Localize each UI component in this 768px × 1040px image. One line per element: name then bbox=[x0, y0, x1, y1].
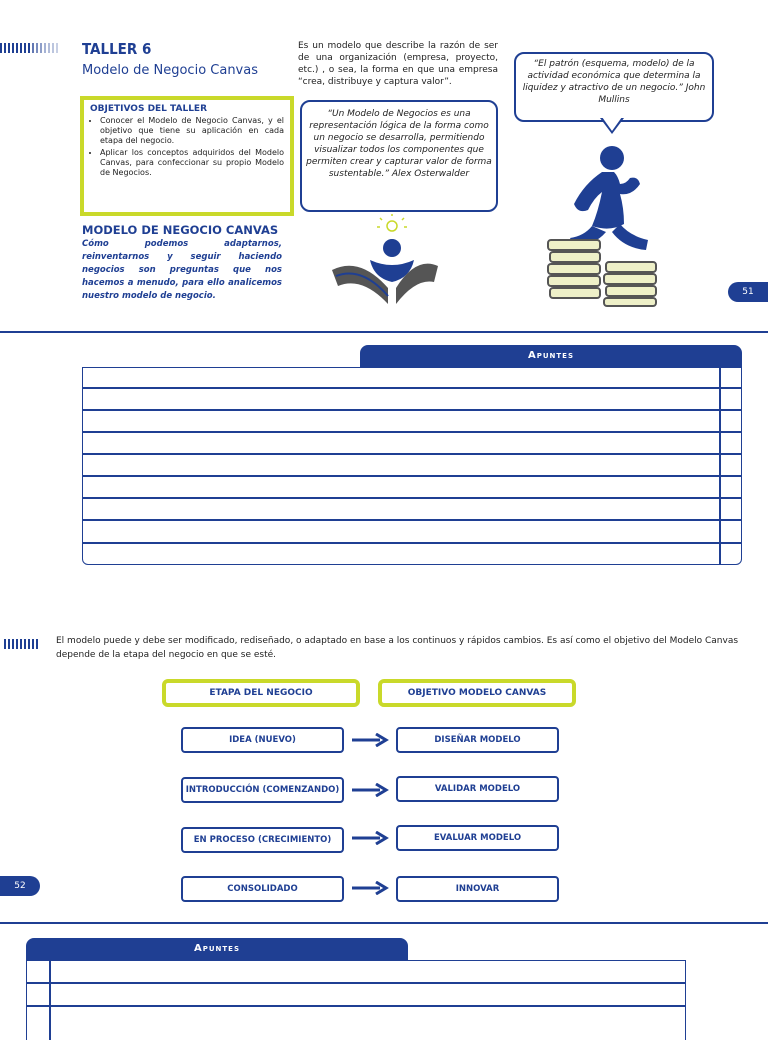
note-line bbox=[83, 387, 741, 389]
notes-area[interactable] bbox=[26, 960, 686, 1040]
definition-text: Es un modelo que describe la razón de ser de una organización (empresa, proyecto, etc.) , o sea, la forma en que una empresa “crea, distribuye y captura valor”. bbox=[298, 41, 498, 87]
right-arrow-icon bbox=[350, 881, 390, 895]
page-number: 51 bbox=[728, 282, 768, 302]
open-book-figure-icon bbox=[330, 214, 440, 314]
section-heading: MODELO DE NEGOCIO CANVAS bbox=[82, 223, 279, 237]
apuntes-tab: Apuntes bbox=[26, 938, 408, 960]
flow-stage-box: IDEA (NUEVO) bbox=[181, 727, 344, 753]
section-description: Cómo podemos adaptarnos, reinventarnos y seguir haciendo negocios son preguntas que nos hacemos a menudo, para ello analicemos nuestro modelo de negocio. bbox=[82, 239, 282, 301]
speech-bubble-tail-inner bbox=[602, 117, 622, 131]
notes-area[interactable] bbox=[82, 367, 742, 565]
quote-mullins: “El patrón (esquema, modelo) de la actividad económica que determina la liquidez y atractivo de un negocio.” John Mullins bbox=[514, 52, 714, 122]
flow-objective-box: INNOVAR bbox=[396, 876, 559, 902]
flow-objective-box: VALIDAR MODELO bbox=[396, 776, 559, 802]
flow-stage-box: EN PROCESO (CRECIMIENTO) bbox=[181, 827, 344, 853]
person-on-books-icon bbox=[544, 140, 660, 308]
barcode-stripes-icon bbox=[0, 43, 58, 53]
apuntes-tab: Apuntes bbox=[360, 345, 742, 367]
page-number: 52 bbox=[0, 876, 40, 896]
note-line bbox=[83, 497, 741, 499]
flow-stage-box: CONSOLIDADO bbox=[181, 876, 344, 902]
right-arrow-icon bbox=[350, 831, 390, 845]
flow-header-stage: ETAPA DEL NEGOCIO bbox=[162, 679, 360, 707]
barcode-stripes-icon bbox=[4, 639, 38, 649]
note-margin-line bbox=[719, 368, 721, 564]
body-paragraph: El modelo puede y debe ser modificado, rediseñado, o adaptado en base a los continuos y rápidos cambios. Es así como el objetivo del Modelo Canvas depende de la etapa del negocio en que se esté. bbox=[56, 636, 739, 660]
objectives-box bbox=[80, 96, 294, 216]
note-line bbox=[27, 1005, 685, 1007]
note-line bbox=[83, 519, 741, 521]
note-line bbox=[83, 431, 741, 433]
lightbulb-idea-icon bbox=[377, 214, 407, 231]
note-line bbox=[83, 453, 741, 455]
flow-stage-box: INTRODUCCIÓN (COMENZANDO) bbox=[181, 777, 344, 803]
right-arrow-icon bbox=[350, 783, 390, 797]
quote-osterwalder: “Un Modelo de Negocios es una representación lógica de la forma como un negocio se desarrolla, permitiendo visualizar todos los componentes que permiten crear y capturar valor de forma sustentable.” Alex Osterwalder bbox=[300, 100, 498, 212]
note-line bbox=[83, 542, 741, 544]
objective-item: • Aplicar los conceptos adquiridos del Modelo Canvas, para confeccionar su propio Modelo de Negocios. bbox=[100, 148, 284, 178]
note-line bbox=[27, 982, 685, 984]
page-title: TALLER 6 bbox=[82, 40, 152, 58]
objectives-title: OBJETIVOS DEL TALLER bbox=[90, 104, 208, 114]
flow-objective-box: DISEÑAR MODELO bbox=[396, 727, 559, 753]
page-subtitle: Modelo de Negocio Canvas bbox=[82, 63, 258, 78]
divider bbox=[0, 331, 768, 333]
divider bbox=[0, 922, 768, 924]
note-line bbox=[83, 409, 741, 411]
flow-header-objective: OBJETIVO MODELO CANVAS bbox=[378, 679, 576, 707]
right-arrow-icon bbox=[350, 733, 390, 747]
objectives-list bbox=[90, 116, 284, 178]
flow-objective-box: EVALUAR MODELO bbox=[396, 825, 559, 851]
objective-item: • Conocer el Modelo de Negocio Canvas, y el objetivo que tiene su aplicación en cada etapa del negocio. bbox=[100, 116, 284, 146]
note-line bbox=[83, 475, 741, 477]
note-margin-line bbox=[49, 961, 51, 1040]
